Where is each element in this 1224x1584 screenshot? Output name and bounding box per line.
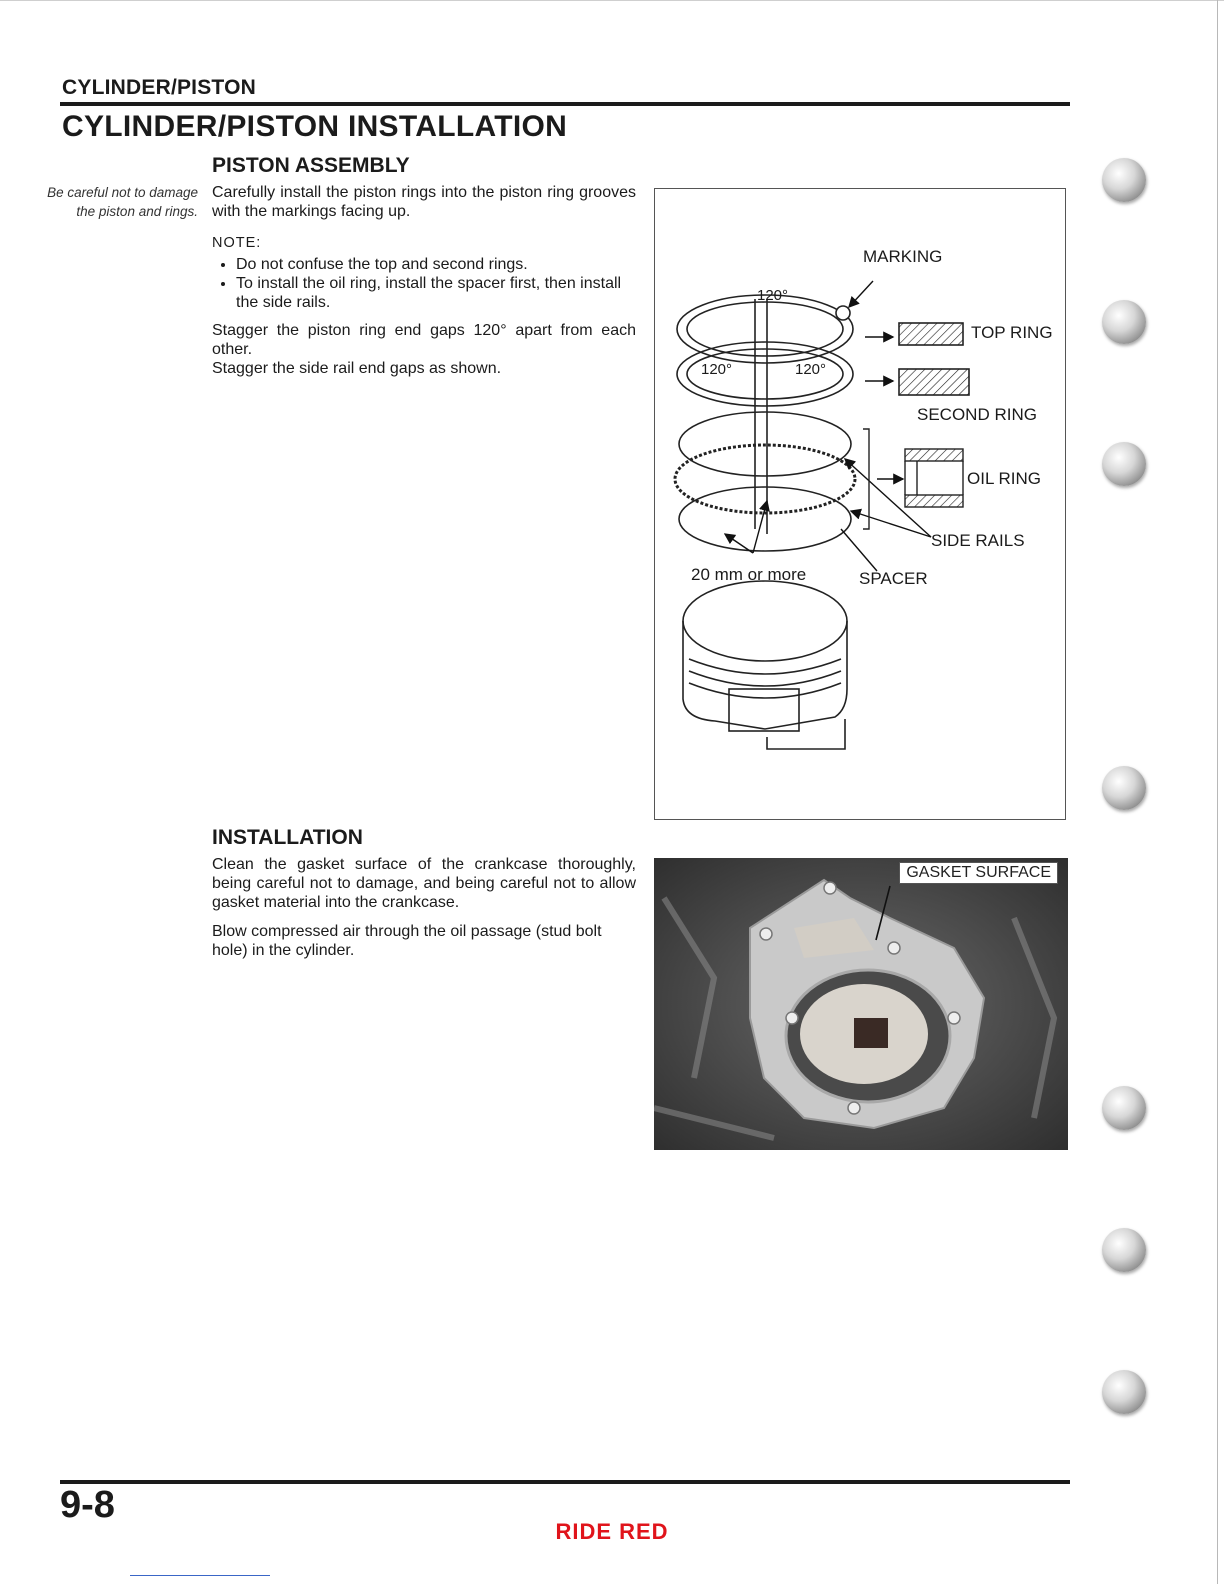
installation-air-text: Blow compressed air through the oil passage (stud bolt hole) in the cylinder. [212, 923, 602, 959]
top-ring-label: TOP RING [971, 323, 1053, 342]
piston-intro: Carefully install the piston rings into the piston ring grooves with the markings facing up. [212, 184, 636, 220]
gasket-photo [654, 858, 1068, 1150]
page-edge-line [1217, 0, 1219, 1584]
margin-tab [1102, 300, 1146, 344]
spacer-label: SPACER [859, 569, 928, 588]
side-rails-label: SIDE RAILS [931, 531, 1025, 550]
footer-rule [60, 1480, 1070, 1484]
margin-tab [1102, 442, 1146, 486]
margin-tab [1102, 1086, 1146, 1130]
installation-heading: INSTALLATION [212, 826, 363, 849]
section-header: CYLINDER/PISTON [62, 76, 256, 99]
margin-tab [1102, 158, 1146, 202]
note-item: • Do not confuse the top and second rings. [236, 255, 636, 274]
marking-label: MARKING [863, 247, 943, 266]
page-number: 9-8 [60, 1484, 115, 1526]
stagger-ring-text: Stagger the piston ring end gaps 120° apart from each other. [212, 322, 636, 358]
note-list [212, 255, 636, 312]
angle-left-label: 120° [701, 361, 733, 378]
note-label: NOTE: [212, 235, 262, 251]
note-item: • To install the oil ring, install the spacer first, then install the side rails. [236, 274, 636, 312]
piston-assembly-heading: PISTON ASSEMBLY [212, 154, 410, 177]
piston-crown-shape [683, 581, 847, 661]
page-title: CYLINDER/PISTON INSTALLATION [62, 110, 568, 143]
spacer-shape [675, 445, 855, 513]
installation-body [212, 855, 636, 960]
marking-dot [836, 306, 850, 320]
gasket-photo-drawing [654, 858, 1068, 1150]
oil-ring-section [905, 449, 963, 507]
side-rail-lower-shape [679, 487, 851, 551]
margin-tab [1102, 766, 1146, 810]
side-note: Be careful not to damage the piston and rings. [47, 185, 198, 219]
second-ring-label: SECOND RING [917, 405, 1037, 424]
top-edge-line [0, 0, 1224, 1]
angle-top-label: 120° [757, 287, 789, 304]
piston-assembly-body [212, 183, 636, 378]
stagger-rail-text: Stagger the side rail end gaps as shown. [212, 360, 502, 377]
second-ring-section [899, 369, 969, 395]
angle-right-label: 120° [795, 361, 827, 378]
ring-diagram-drawing [655, 189, 1065, 819]
top-ring-section [899, 323, 963, 345]
installation-clean-text: Clean the gasket surface of the crankcase thoroughly, being careful not to damage, and being careful not to allow gasket material into the crankcase. [212, 856, 636, 911]
margin-tab [1102, 1228, 1146, 1272]
piston-ring-diagram [654, 188, 1066, 820]
top-ring-shape [677, 295, 853, 363]
margin-tab [1102, 1370, 1146, 1414]
gap-label: 20 mm or more [691, 565, 807, 584]
bottom-link-line [130, 1575, 270, 1576]
header-rule [60, 102, 1070, 106]
footer-brand-logo: RIDE RED [555, 1519, 669, 1544]
oil-ring-label: OIL RING [967, 469, 1041, 488]
gasket-surface-label: GASKET SURFACE [899, 862, 1058, 884]
